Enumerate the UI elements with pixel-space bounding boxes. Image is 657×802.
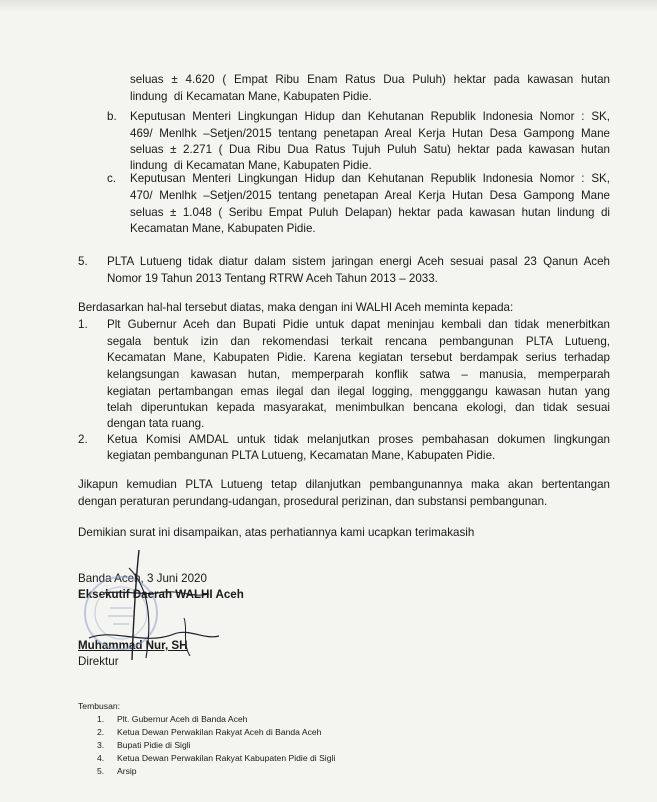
closing-para-line-2: dengan peraturan perundang-udangan, prosedural perizinan, dan substansi pembangunan. — [78, 495, 548, 508]
item-a-line-1: seluas ± 4.620 ( Empat Ribu Enam Ratus Dua Puluh) hektar pada kawasan hutan — [130, 73, 610, 86]
closing-para-line-1: Jikapun kemudian PLTA Lutueng tetap dilanjutkan pembangunannya maka akan bertentangan — [78, 478, 610, 491]
item-5-line-2: Nomor 19 Tahun 2013 Tentang RTRW Aceh Tahun 2013 – 2033. — [107, 272, 438, 285]
signer-name: Muhammad Nur, SH — [78, 639, 188, 652]
item-5-marker: 5. — [78, 255, 88, 268]
cc-heading: Tembusan: — [78, 701, 121, 711]
cc-item-text: Plt. Gubernur Aceh di Banda Aceh — [117, 714, 248, 724]
item-b-line-4: lindung di Kecamatan Mane, Kabupaten Pidie. — [130, 159, 372, 172]
request-1-line-7: dengan tata ruang. — [107, 417, 205, 430]
request-intro: Berdasarkan hal-hal tersebut diatas, maka dengan ini WALHI Aceh meminta kepada: — [78, 301, 514, 314]
place-date: Banda Aceh, 3 Juni 2020 — [78, 572, 207, 585]
item-c-marker: c. — [107, 172, 117, 185]
request-2-line-1: Ketua Komisi AMDAL untuk tidak melanjutkan proses pembahasan dokumen lingkungan — [107, 433, 610, 446]
item-5-line-1: PLTA Lutueng tidak diatur dalam sistem jaringan energi Aceh sesuai pasal 23 Qanun Aceh — [107, 255, 610, 268]
item-c-line-2: 470/ Menlhk –Setjen/2015 tentang penetapan Areal Kerja Hutan Desa Gampong Mane — [130, 189, 610, 202]
request-1-line-2: segala bentuk izin dan rekomendasi terkait rencana pembangunan PLTA Lutueng, — [107, 335, 610, 348]
request-1-line-5: kegiatan pertambangan emas ilegal dan ilegal logging, mengggangu kawasan hutan yang — [107, 385, 610, 398]
cc-item-text: Ketua Dewan Perwakilan Rakyat Kabupaten Pidie di Sigli — [117, 753, 336, 763]
item-c-line-3: seluas ± 1.048 ( Seribu Empat Puluh Delapan) hektar pada kawasan hutan lindung di — [130, 206, 610, 219]
handwritten-signature — [84, 548, 224, 663]
item-b-line-2: 469/ Menlhk –Setjen/2015 tentang penetapan Areal Kerja Hutan Desa Gampong Mane — [130, 127, 610, 140]
item-b-line-3: seluas ± 2.271 ( Dua Ribu Dua Ratus Tujuh Puluh Satu) hektar pada kawasan hutan — [130, 143, 610, 156]
request-2-marker: 2. — [78, 433, 88, 446]
item-b-marker: b. — [107, 110, 117, 123]
request-1-line-6: telah diperuntukan kepada masyarakat, menimbulkan bencana ekologi, dan tidak sesuai — [107, 401, 610, 414]
cc-item-text: Arsip — [117, 766, 137, 776]
item-b-line-1: Keputusan Menteri Lingkungan Hidup dan Kehutanan Republik Indonesia Nomor : SK, — [130, 110, 610, 123]
cc-item-text: Bupati Pidie di Sigli — [117, 740, 191, 750]
request-1-line-1: Plt Gubernur Aceh dan Bupati Pidie untuk dapat meninjau kembali dan tidak menerbitkan — [107, 318, 610, 331]
paper-edge — [0, 0, 657, 12]
item-a-line-2: lindung di Kecamatan Mane, Kabupaten Pidie. — [130, 90, 372, 103]
item-c-line-1: Keputusan Menteri Lingkungan Hidup dan Kehutanan Republik Indonesia Nomor : SK, — [130, 172, 610, 185]
cc-item-number: 2. — [97, 727, 105, 737]
request-1-line-4: kelangsungan kawasan hutan, memperparah konflik satwa – manusia, memperparah — [107, 368, 610, 381]
closing-line: Demikian surat ini disampaikan, atas perhatiannya kami ucapkan terimakasih — [78, 526, 475, 539]
cc-item-number: 5. — [97, 766, 105, 776]
org-title: Eksekutif Daerah WALHI Aceh — [78, 588, 244, 601]
item-c-line-4: Kecamatan Mane, Kabupaten Pidie. — [130, 222, 316, 235]
request-2-line-2: kegiatan pembangunan PLTA Lutueng, Kecamatan Mane, Kabupaten Pidie. — [107, 449, 496, 462]
cc-item-number: 3. — [97, 740, 105, 750]
request-1-marker: 1. — [78, 318, 88, 331]
cc-item-number: 4. — [97, 753, 105, 763]
cc-item-text: Ketua Dewan Perwakilan Rakyat Aceh di Banda Aceh — [117, 727, 322, 737]
request-1-line-3: Kecamatan Mane, Kabupaten Pidie. Karena kegiatan tersebut berdampak serius terhadap — [107, 351, 610, 364]
signer-role: Direktur — [78, 655, 119, 668]
cc-item-number: 1. — [97, 714, 105, 724]
